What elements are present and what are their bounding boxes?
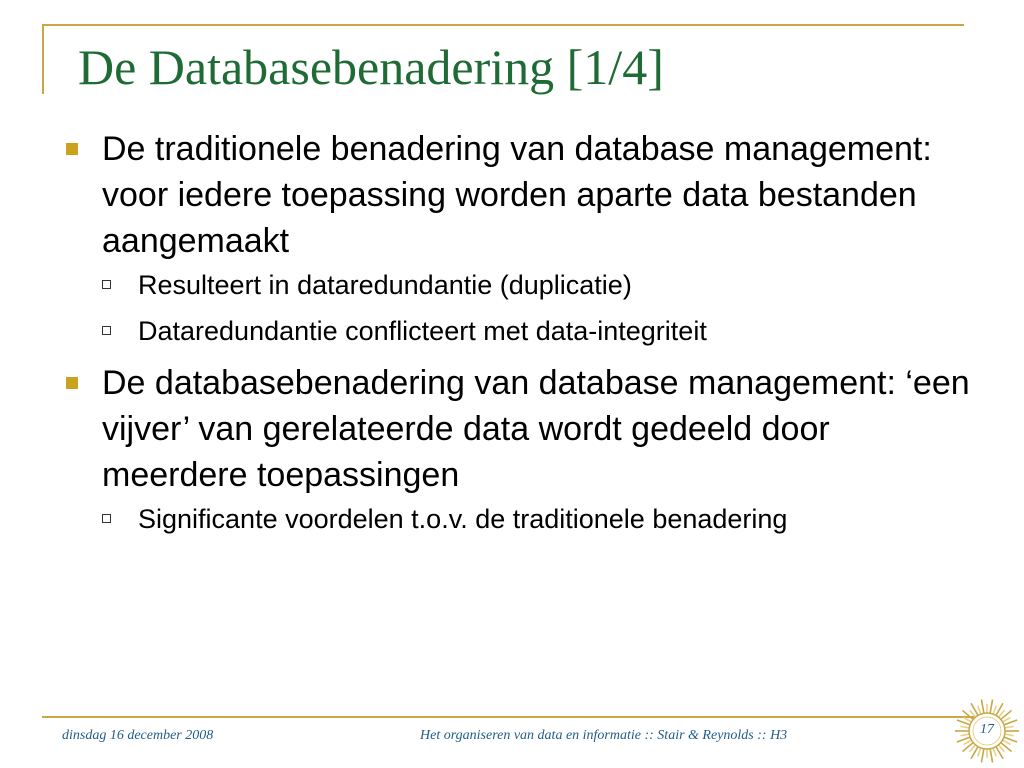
hollow-square-bullet-icon [102,280,111,289]
sun-ray [981,749,983,763]
sun-ray [990,749,992,763]
frame-left-line [42,24,44,94]
hollow-square-bullet-icon [102,514,111,523]
bullet-text: De databasebenadering van database management: ‘een vijver’ van gerelateerde data wordt gedeeld door meerdere toepassingen [102,364,970,494]
sun-ray [993,706,996,714]
sub-bullet-text: Dataredundantie conflicteert met data-integriteit [138,316,707,346]
page-number: 17 [980,722,994,737]
sub-bullet-item-1-1 [60,268,980,302]
sun-ray [990,699,992,713]
sun-ray [981,699,983,713]
sun-ray [1005,726,1014,728]
square-bullet-icon [66,377,78,389]
sun-ray [978,748,981,756]
sun-ray [1005,734,1014,736]
square-bullet-icon [66,143,78,155]
frame-top-line [42,24,964,26]
footer-divider [42,716,982,718]
sun-ray [993,748,996,756]
hollow-square-bullet-icon [102,326,111,335]
sun-ray [964,740,972,745]
slide-content [60,126,980,548]
sub-bullet-item-2-1 [60,502,980,536]
sub-bullet-item-1-2 [60,314,980,348]
slide-title: De Databasebenadering [1/4] [78,39,664,95]
sun-ray [1003,740,1011,745]
sub-bullet-text: Resulteert in dataredundantie (duplicatie) [138,270,632,300]
bullet-item-1 [60,126,980,264]
bullet-item-2 [60,360,980,498]
sun-ray [1003,718,1011,723]
bullet-text: De traditionele benadering van database management: voor iedere toepassing worden aparte data bestanden aangemaakt [102,130,932,260]
sun-ray [964,718,972,723]
sub-bullet-text: Significante voordelen t.o.v. de traditionele benadering [138,504,788,534]
footer-date: dinsdag 16 december 2008 [62,728,214,743]
footer-caption: Het organiseren van data en informatie :: Stair & Reynolds :: H3 [420,728,788,743]
sun-ray [960,734,969,736]
sun-ray [978,706,981,714]
sun-ray [960,726,969,728]
